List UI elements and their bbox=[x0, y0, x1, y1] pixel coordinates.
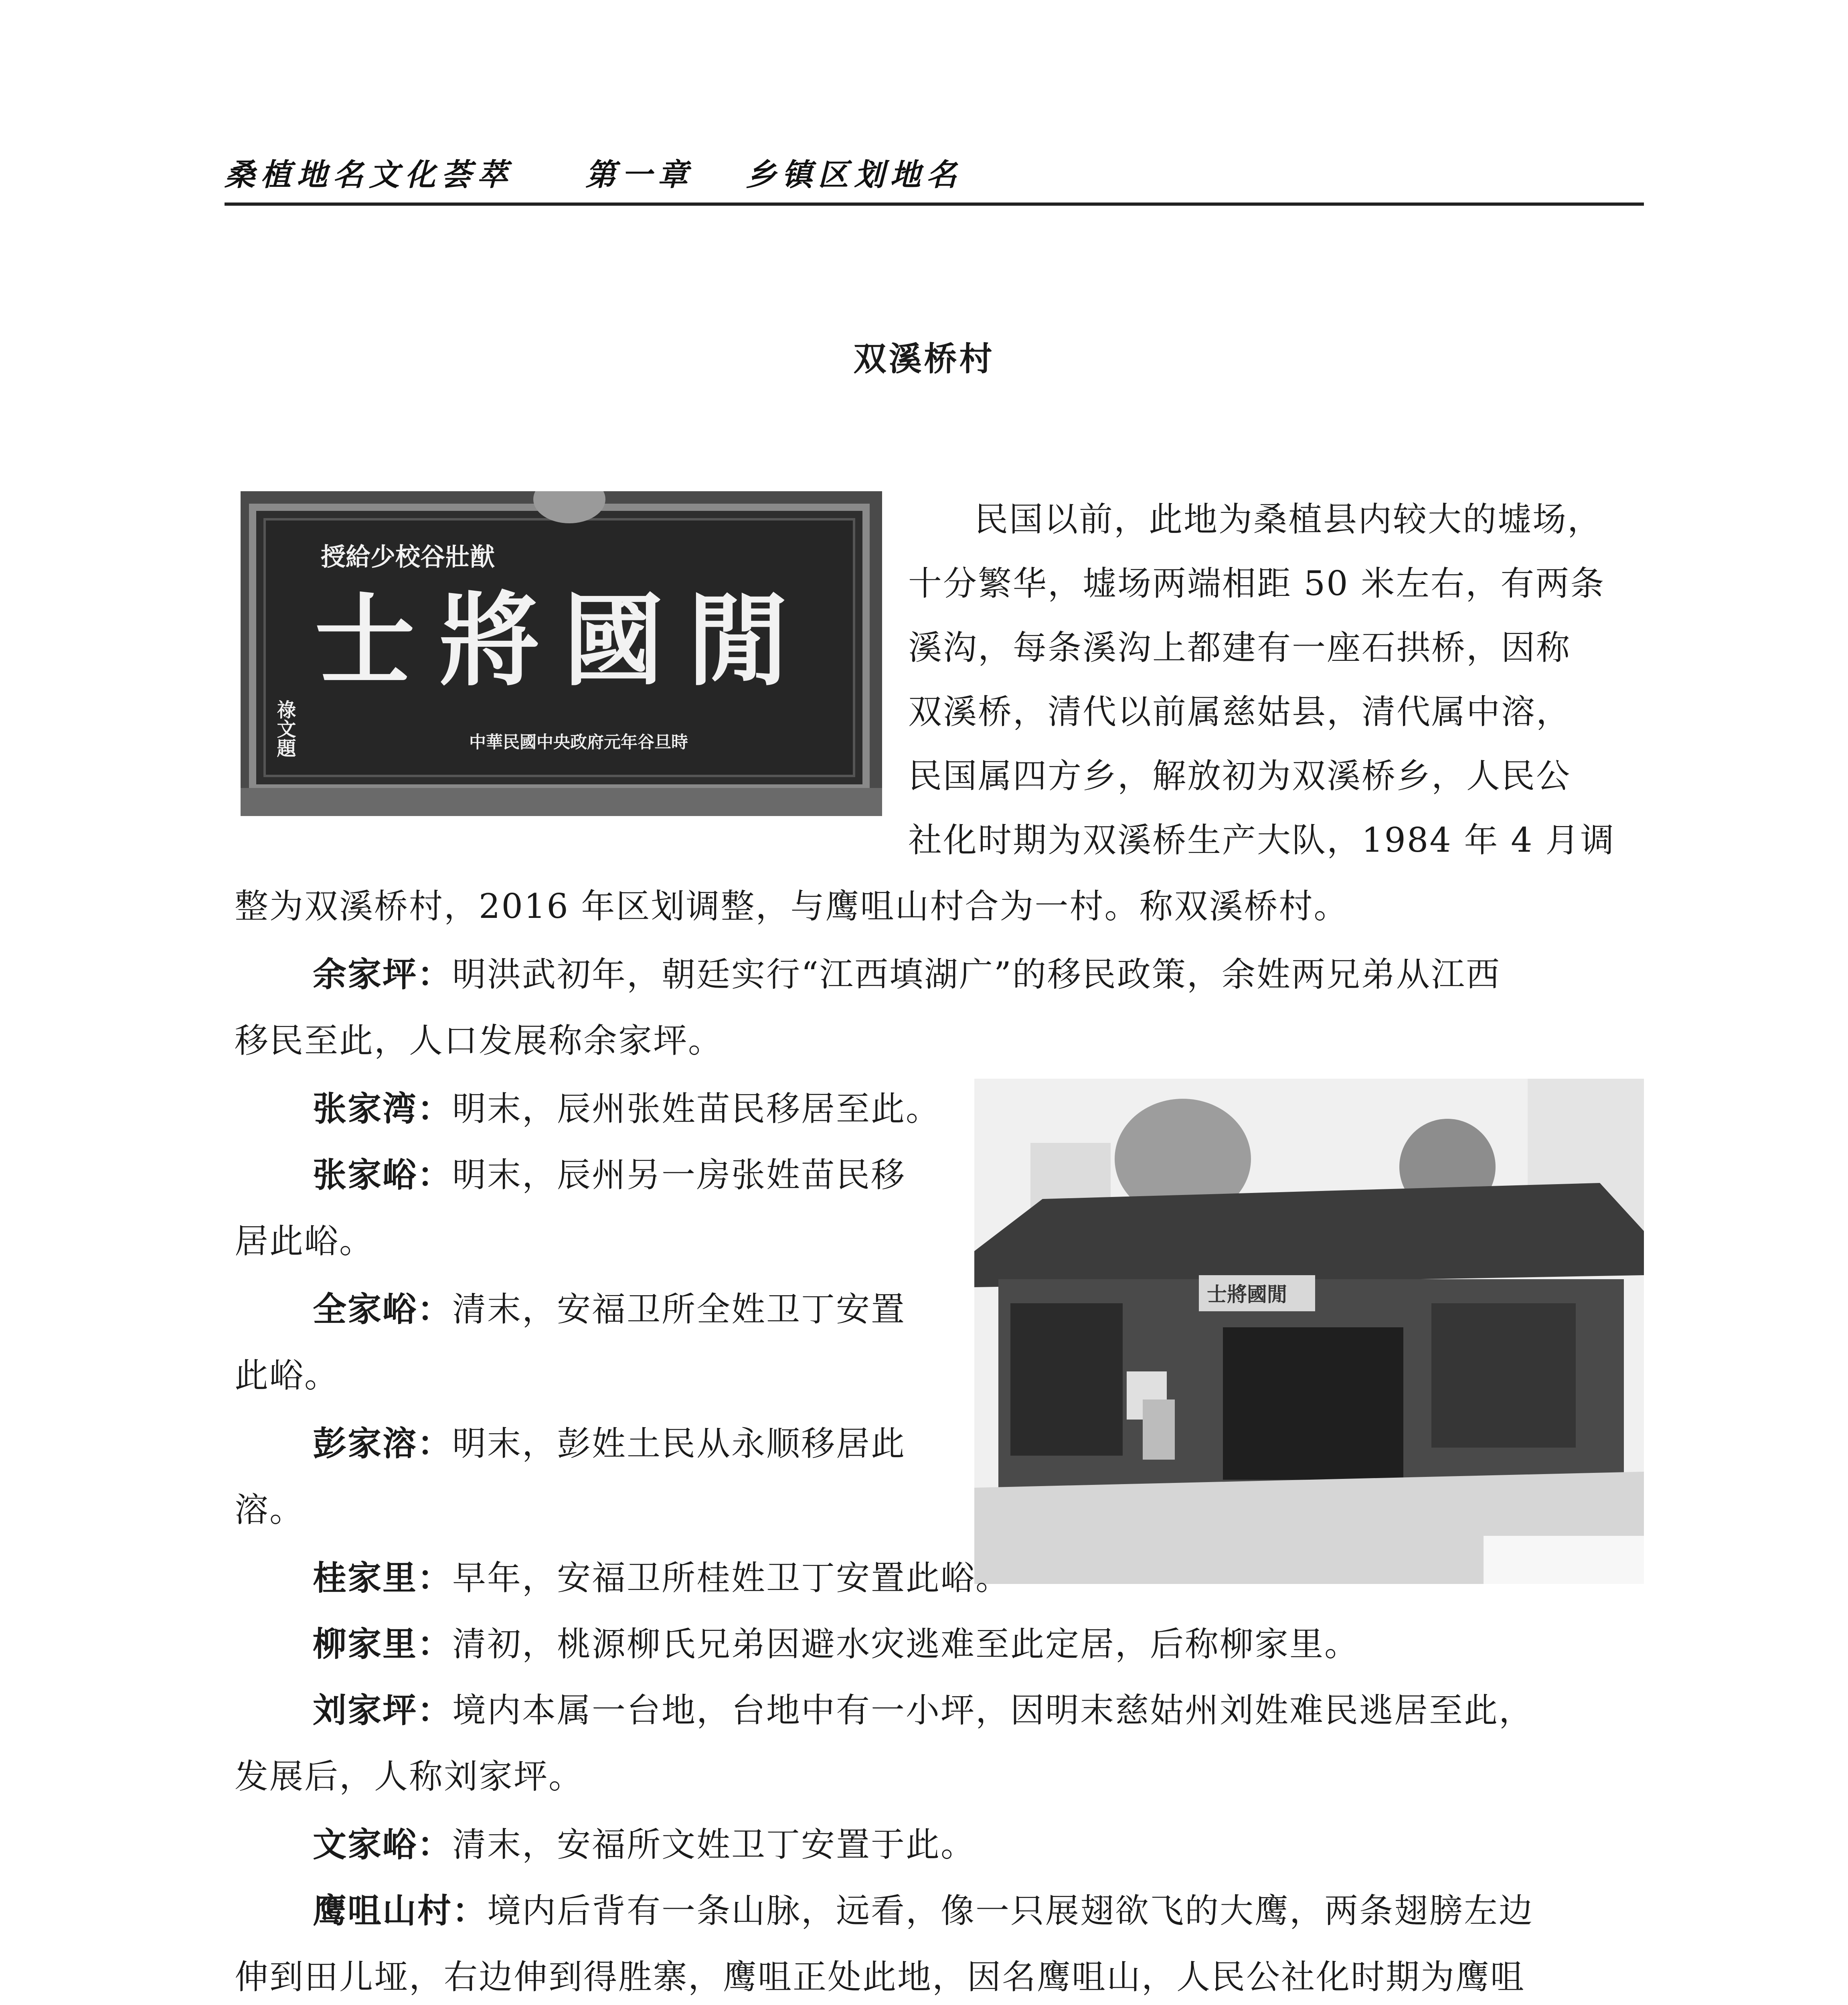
plaque-bottom-inscription: 中華民國中央政府元年谷旦時 bbox=[469, 732, 688, 752]
entry-text: 明末，辰州另一房张姓苗民移 bbox=[452, 1155, 906, 1195]
header-book-title: 桑植地名文化荟萃 bbox=[225, 157, 513, 192]
intro-line-3: 溪沟，每条溪沟上都建有一座石拱桥，因称 bbox=[908, 628, 1571, 667]
intro-line-1: 民国以前，此地为桑植县内较大的墟场， bbox=[974, 500, 1603, 539]
entry-text: 明洪武初年，朝廷实行“江西填湖广”的移民政策，余姓两兄弟从江西 bbox=[452, 955, 1501, 994]
entry-zhangjiayu-line-2: 居此峪。 bbox=[235, 1221, 374, 1261]
entry-liujiali bbox=[313, 1616, 1359, 1672]
header-rule bbox=[225, 203, 1644, 206]
entry-wenjiayu bbox=[313, 1817, 976, 1873]
intro-line-5: 民国属四方乡，解放初为双溪桥乡，人民公 bbox=[908, 756, 1571, 796]
intro-line-4: 双溪桥，清代以前属慈姑县，清代属中溶， bbox=[908, 692, 1571, 731]
entry-text: 明末，辰州张姓苗民移居至此。 bbox=[452, 1089, 941, 1128]
entry-text: 境内后背有一条山脉，远看，像一只展翅欲飞的大鹰，两条翅膀左边 bbox=[487, 1891, 1534, 1930]
entry-guijiali bbox=[313, 1550, 1010, 1606]
entry-term: 文家峪： bbox=[313, 1825, 453, 1864]
page-title: 双溪桥村 bbox=[853, 340, 995, 378]
building-photo bbox=[974, 1079, 1644, 1584]
entry-pengjiarong-line-2: 溶。 bbox=[235, 1490, 305, 1529]
entry-term: 彭家溶： bbox=[313, 1424, 453, 1463]
intro-line-2: 十分繁华，墟场两端相距 50 米左右，有两条 bbox=[908, 564, 1605, 603]
entry-text: 清初，桃源柳氏兄弟因避水灾逃难至此定居，后称柳家里。 bbox=[452, 1624, 1360, 1664]
running-header bbox=[225, 142, 1628, 203]
plaque-main-inscription: 士將國閒 bbox=[315, 581, 812, 699]
header-chapter: 第一章 bbox=[585, 157, 694, 192]
header-section: 乡镇区划地名 bbox=[746, 157, 962, 192]
plaque-top-inscription: 授給少校谷壯猷 bbox=[321, 542, 495, 571]
entry-liujiaping-line-2: 发展后，人称刘家坪。 bbox=[235, 1757, 584, 1796]
entry-liujiaping bbox=[313, 1682, 1534, 1738]
entry-term: 全家峪： bbox=[313, 1290, 453, 1329]
entry-quanjiayu bbox=[313, 1281, 906, 1337]
entry-text: 明末，彭姓土民从永顺移居此 bbox=[452, 1424, 906, 1463]
entry-term: 鹰咀山村： bbox=[313, 1891, 488, 1930]
entry-zhangjiawan bbox=[313, 1081, 941, 1137]
entry-yujiaping bbox=[313, 946, 1501, 1003]
entry-term: 余家坪： bbox=[313, 955, 453, 994]
entry-term: 张家峪： bbox=[313, 1155, 453, 1195]
entry-zhangjiayu bbox=[313, 1147, 906, 1203]
plaque-photo bbox=[241, 491, 882, 816]
plaque-signature: 祿文題 bbox=[273, 700, 296, 757]
entry-yingzuishan-line-2: 伸到田儿垭，右边伸到得胜寨，鹰咀正处此地，因名鹰咀山，人民公社化时期为鹰咀 bbox=[235, 1957, 1526, 1997]
intro-line-6: 社化时期为双溪桥生产大队，1984 年 4 月调 bbox=[908, 820, 1615, 860]
entry-term: 张家湾： bbox=[313, 1089, 453, 1128]
entry-quanjiayu-line-2: 此峪。 bbox=[235, 1356, 340, 1395]
entry-text: 早年，安福卫所桂姓卫丁安置此峪。 bbox=[452, 1558, 1011, 1598]
entry-yujiaping-line-2: 移民至此，人口发展称余家坪。 bbox=[235, 1021, 723, 1060]
intro-line-7: 整为双溪桥村，2016 年区划调整，与鹰咀山村合为一村。称双溪桥村。 bbox=[235, 887, 1349, 926]
entry-text: 清末，安福卫所全姓卫丁安置 bbox=[452, 1290, 906, 1329]
entry-term: 桂家里： bbox=[313, 1558, 453, 1598]
entry-pengjiarong bbox=[313, 1416, 906, 1472]
entry-term: 柳家里： bbox=[313, 1624, 453, 1664]
entry-term: 刘家坪： bbox=[313, 1691, 453, 1730]
entry-yingzuishan bbox=[313, 1883, 1534, 1939]
entry-text: 境内本属一台地，台地中有一小坪，因明末慈姑州刘姓难民逃居至此， bbox=[452, 1691, 1534, 1730]
entry-text: 清末，安福所文姓卫丁安置于此。 bbox=[452, 1825, 976, 1864]
building-sign-inscription: 士將國閒 bbox=[1207, 1282, 1287, 1306]
